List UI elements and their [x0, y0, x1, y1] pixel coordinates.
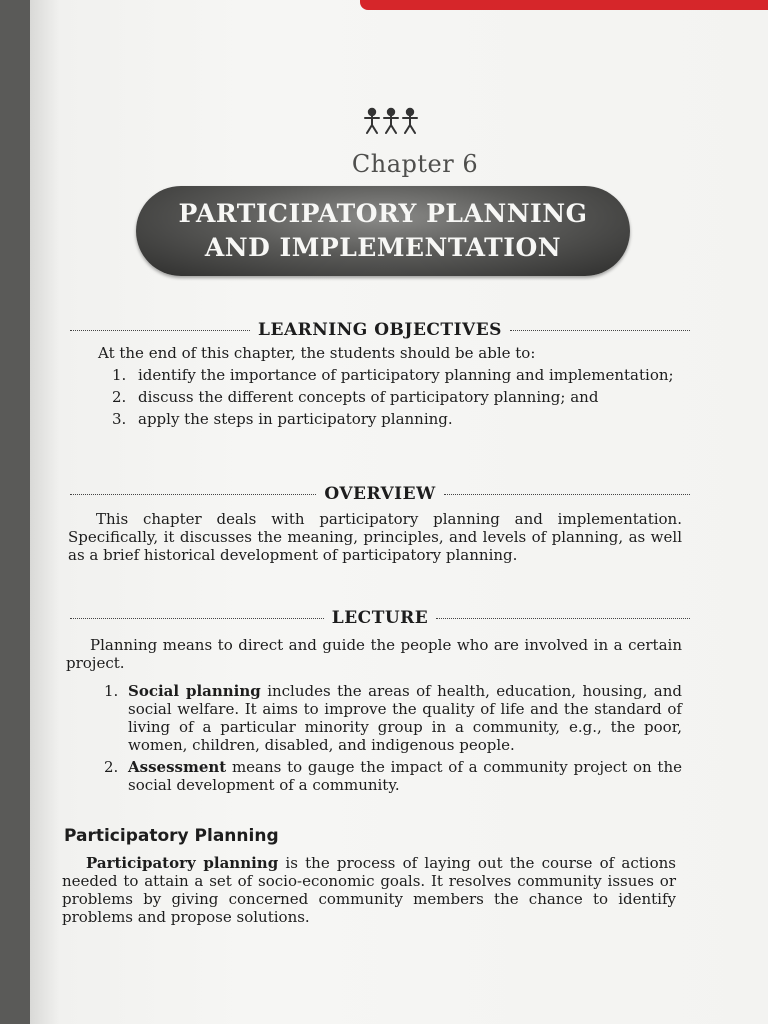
divider — [70, 494, 316, 495]
learning-objectives-label: LEARNING OBJECTIVES — [258, 320, 502, 340]
term: Participatory planning — [86, 854, 279, 872]
list-item: 1. identify the importance of participatory planning and implementation; — [112, 366, 674, 384]
term: Social planning — [128, 682, 261, 700]
participatory-planning-text: Participatory planning is the process of laying out the course of actions needed to attain a set of socio-economic goals. It resolves community issues or problems by giving concerned community members the chance to identify problems and propose solutions. — [62, 854, 676, 926]
learning-objectives-heading — [70, 318, 690, 342]
divider — [436, 618, 690, 619]
lecture-list — [104, 682, 682, 798]
overview-text: This chapter deals with participatory planning and implementation. Specifically, it discusses the meaning, principles, and levels of planning, as well as a brief historical development of participatory planning. — [68, 510, 682, 564]
chapter-title-line1: PARTICIPATORY PLANNING — [178, 199, 588, 228]
objectives-list — [112, 364, 692, 430]
lecture-label: LECTURE — [331, 608, 429, 628]
list-item: 2. discuss the different concepts of participatory planning; and — [112, 388, 599, 406]
people-ornament-icon — [360, 106, 450, 136]
book-page — [30, 0, 768, 1024]
overview-heading — [70, 482, 690, 506]
participatory-planning-heading: Participatory Planning — [64, 826, 279, 846]
lecture-heading — [70, 606, 690, 630]
list-item: 3. apply the steps in participatory planning. — [112, 410, 453, 428]
chapter-title-line2: AND IMPLEMENTATION — [204, 233, 562, 262]
divider — [70, 330, 250, 331]
term: Assessment — [128, 758, 227, 776]
objectives-intro: At the end of this chapter, the students should be able to: — [98, 344, 536, 362]
divider — [444, 494, 690, 495]
lecture-intro: Planning means to direct and guide the people who are involved in a certain project. — [66, 636, 682, 672]
chapter-title-banner — [136, 186, 630, 276]
red-cover-edge — [360, 0, 768, 10]
list-item: 2. Assessment means to gauge the impact of a community project on the social development of a community. — [104, 758, 682, 794]
divider — [70, 618, 324, 619]
list-item: 1. Social planning includes the areas of health, education, housing, and social welfare. It aims to improve the quality of life and the standard of living of a particular minority group in a community, e.g., the poor, women, children, disabled, and indigenous people. — [104, 682, 682, 754]
chapter-number: Chapter 6 — [351, 150, 479, 178]
divider — [510, 330, 690, 331]
overview-label: OVERVIEW — [324, 484, 436, 504]
